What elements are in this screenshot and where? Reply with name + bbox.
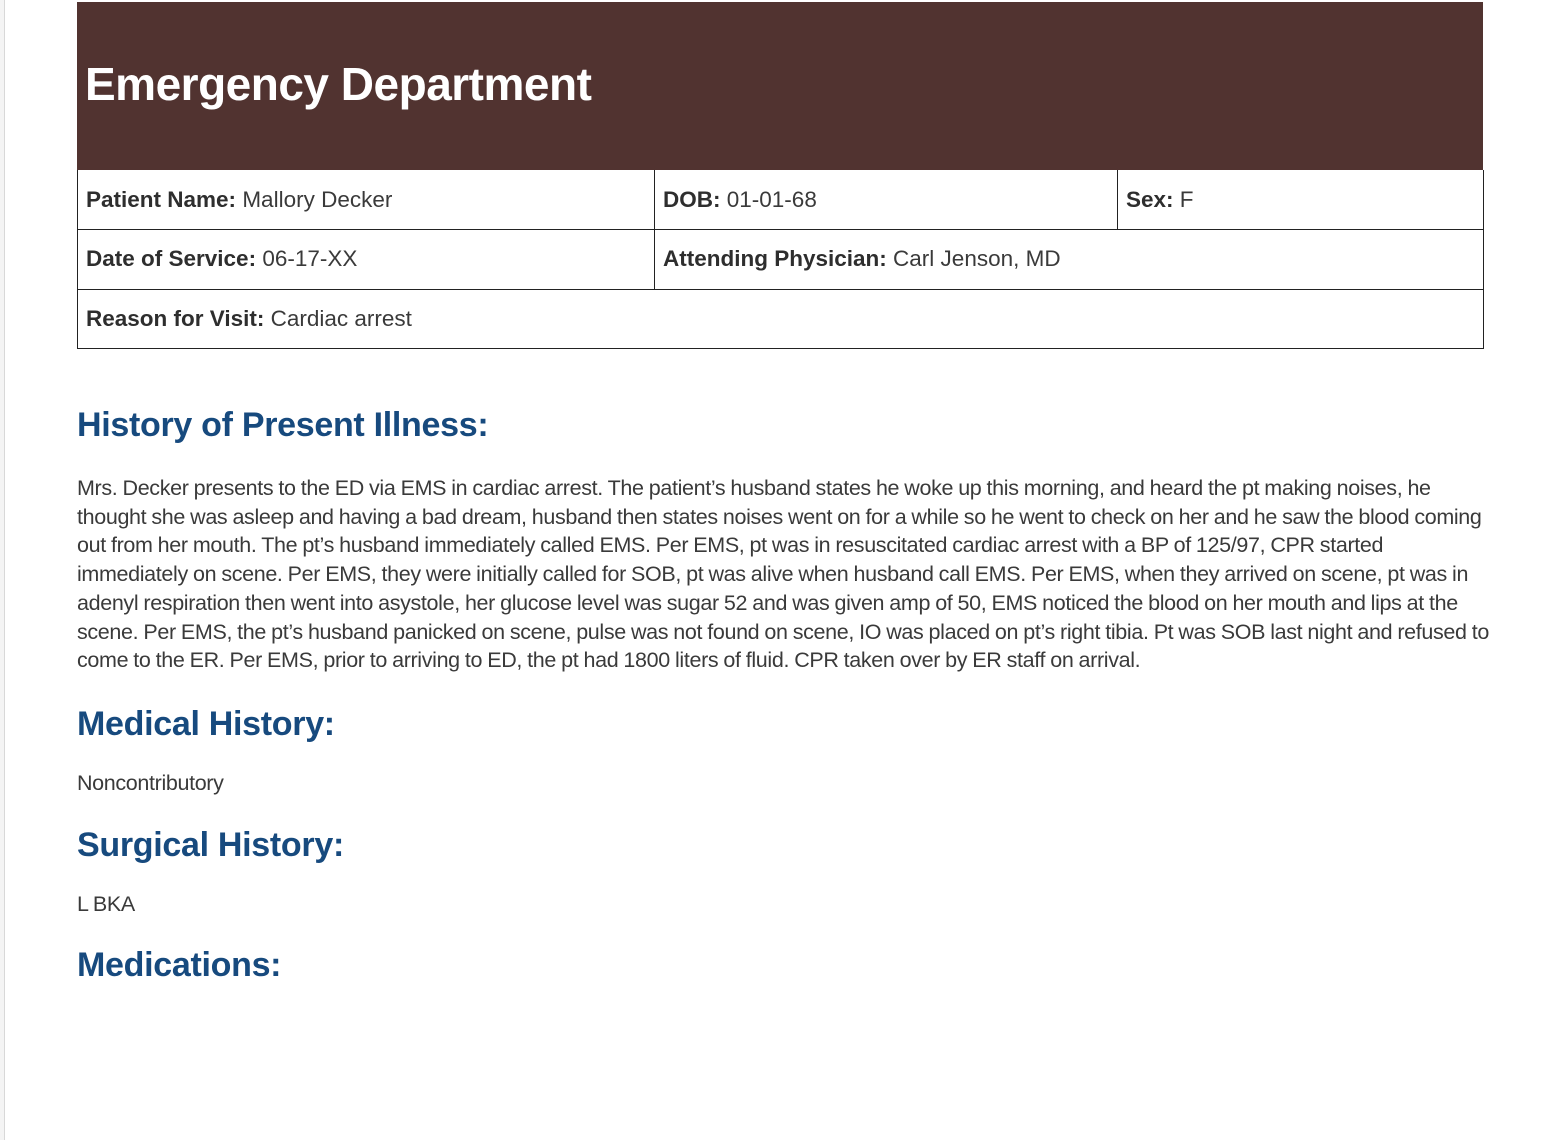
page-edge: [0, 0, 5, 1140]
medical-record-document: [77, 2, 1499, 985]
reason-for-visit-label: Reason for Visit:: [86, 305, 265, 331]
table-row: [78, 170, 1484, 230]
sex-label: Sex:: [1126, 186, 1174, 212]
surgical-history-heading: Surgical History:: [77, 825, 344, 864]
dob-cell: [655, 170, 1118, 230]
hpi-text: Mrs. Decker presents to the ED via EMS in cardiac arrest. The patient’s husband states he woke up this morning, and heard the pt making noises, he thought she was asleep and having a bad dream, husband then states noises went on for a while so he went to check on her and he saw the blood coming out from her mouth. The pt’s husband immediately called EMS. Per EMS, pt was in resuscitated cardiac arrest with a BP of 125/97, CPR started immediately on scene. Per EMS, they were initially called for SOB, pt was alive when husband call EMS. Per EMS, when they arrived on scene, pt was in adenyl respiration then went into asystole, her glucose level was sugar 52 and was given amp of 50, EMS noticed the blood on her mouth and lips at the scene. Per EMS, the pt’s husband panicked on scene, pulse was not found on scene, IO was placed on pt’s right tibia. Pt was SOB last night and refused to come to the ER. Per EMS, prior to arriving to ED, the pt had 1800 liters of fluid. CPR taken over by ER staff on arrival.: [77, 476, 1489, 673]
attending-physician-value: Carl Jenson, MD: [893, 246, 1061, 272]
header-banner: [77, 2, 1483, 170]
attending-physician-cell: [655, 230, 1484, 290]
medical-history-heading: Medical History:: [77, 704, 335, 743]
date-of-service-label: Date of Service:: [86, 246, 257, 272]
reason-for-visit-value: Cardiac arrest: [270, 305, 412, 331]
reason-for-visit-cell: [78, 289, 1484, 349]
dob-label: DOB:: [663, 186, 721, 212]
hpi-heading: History of Present Illness:: [77, 406, 489, 444]
sex-cell: [1118, 170, 1484, 230]
attending-physician-label: Attending Physician:: [663, 246, 887, 272]
medications-heading: Medications:: [77, 946, 282, 985]
patient-name-label: Patient Name:: [86, 186, 237, 212]
date-of-service-cell: [78, 230, 655, 290]
date-of-service-value: 06-17-XX: [262, 246, 358, 272]
table-row: [78, 289, 1484, 349]
sex-value: F: [1179, 186, 1194, 212]
page-title: Emergency Department: [85, 58, 592, 110]
dob-value: 01-01-68: [726, 186, 817, 212]
patient-name-cell: [78, 170, 655, 230]
patient-info-table: [77, 170, 1484, 349]
patient-name-value: Mallory Decker: [242, 186, 393, 212]
medical-history-text: Noncontributory: [77, 770, 224, 795]
table-row: [78, 230, 1484, 290]
surgical-history-text: L BKA: [77, 891, 135, 916]
